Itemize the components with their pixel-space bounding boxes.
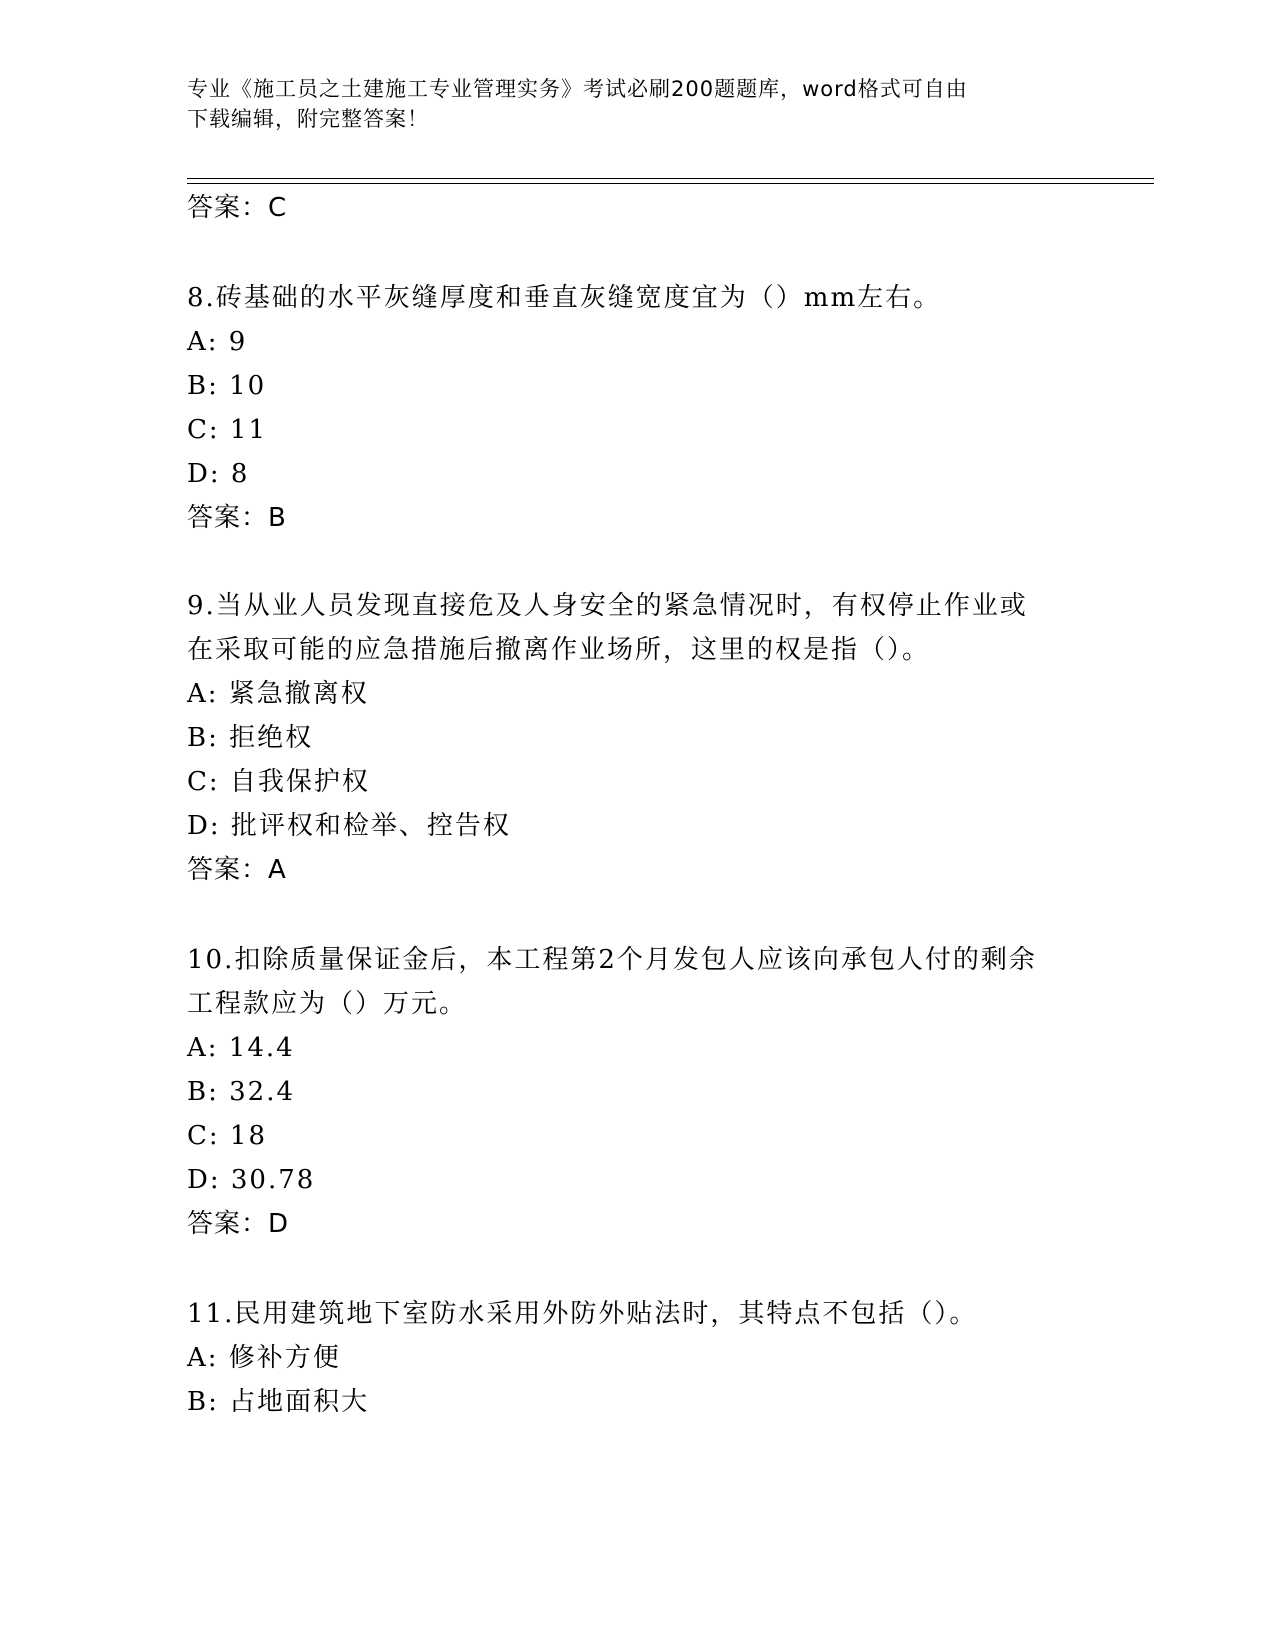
option-b: B: 10 [187, 371, 267, 401]
header-line-1: 专业《施工员之土建施工专业管理实务》考试必刷200题题库，word格式可自由 [187, 77, 968, 101]
option-d: D: 30.78 [187, 1165, 316, 1195]
option-a: A: 紧急撤离权 [187, 679, 369, 709]
option-b: B: 拒绝权 [187, 723, 314, 753]
page-header [187, 74, 1077, 134]
option-d: D: 批评权和检举、控告权 [187, 811, 511, 841]
option-a: A: 修补方便 [187, 1343, 341, 1373]
question-stem: 8.砖基础的水平灰缝厚度和垂直灰缝宽度宜为（）mm左右。 [187, 283, 942, 313]
option-a: A: 9 [187, 327, 248, 357]
option-b: B: 32.4 [187, 1077, 296, 1107]
header-line-2: 下载编辑，附完整答案！ [187, 107, 429, 131]
header-rule-bottom [187, 183, 1154, 184]
answer: 答案：A [187, 855, 287, 885]
question-stem-line-2: 在采取可能的应急措施后撤离作业场所，这里的权是指（）。 [187, 635, 931, 665]
answer: 答案：D [187, 1209, 290, 1239]
question-stem-line-2: 工程款应为（）万元。 [187, 989, 468, 1019]
option-c: C: 自我保护权 [187, 767, 370, 797]
answer-q7: 答案：C [187, 193, 288, 223]
answer: 答案：B [187, 503, 287, 533]
option-a: A: 14.4 [187, 1033, 295, 1063]
question-stem-line-1: 10.扣除质量保证金后，本工程第2个月发包人应该向承包人付的剩余 [187, 945, 1037, 975]
question-stem: 11.民用建筑地下室防水采用外防外贴法时，其特点不包括（）。 [187, 1299, 978, 1329]
option-d: D: 8 [187, 459, 250, 489]
question-stem-line-1: 9.当从业人员发现直接危及人身安全的紧急情况时，有权停止作业或 [187, 591, 1028, 621]
header-rule-top [187, 178, 1154, 179]
option-c: C: 18 [187, 1121, 268, 1151]
option-b: B: 占地面积大 [187, 1387, 370, 1417]
option-c: C: 11 [187, 415, 268, 445]
